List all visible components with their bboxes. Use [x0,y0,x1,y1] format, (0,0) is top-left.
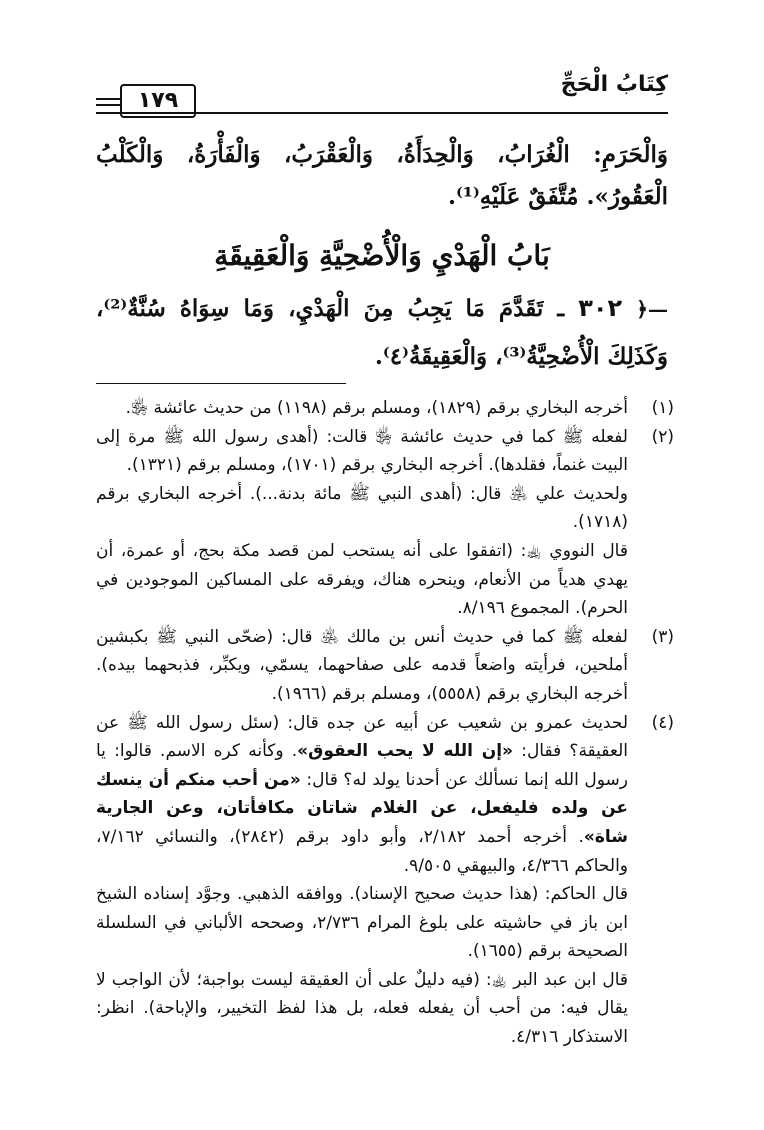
hadith-quote: «إن الله لا يحب العقوق» [297,741,514,762]
footnote-text: لفعله ﷺ كما في حديث أنس بن مالك ﵁ قال: (ضحّى النبي ﷺ بكبشين أملحين، فرأيته واضعاً قدمه على صفاحهما، يسمّي، ويكبِّر، فذبحهما بيده). أخرجه البخاري برقم (٥٥٥٨)، ومسلم برقم (١٩٦٦). [96,626,628,704]
footnote-4 [96,709,674,1052]
entry-302 [96,284,668,381]
footnote-2 [96,423,674,623]
footnote-number: (٢) [651,426,674,447]
header-divider [96,112,668,114]
footnote-3 [96,623,674,709]
footnote-text: قال الحاكم: (هذا حديث صحيح الإسناد). ووافقه الذهبي. وجوَّد إسناده الشيخ ابن باز في حاشيته على بلوغ المرام ٢/٧٣٦، وصححه الألباني في السلسلة الصحيحة برقم (١٦٥٥). [96,884,628,962]
footnote-text: ولحديث علي ﵁ قال: (أهدى النبي ﷺ مائة بدنة...). أخرجه البخاري برقم (١٧١٨). [96,483,628,533]
footnote-number: (٤) [651,712,674,733]
page-number-ornament [96,98,120,106]
footnote-text-run: لحديث عمرو بن شعيب عن أبيه عن جده قال: (سئل رسول الله ﷺ عن العقيقة؟ فقال: [96,712,628,762]
footnotes [96,394,674,1052]
chapter-title: بَابُ الْهَدْيِ وَالْأُضْحِيَّةِ وَالْعَقِيقَةِ [214,239,550,272]
hadith-quote: «من أحب منكم أن ينسك عن ولده فليفعل، عن الغلام شاتان مكافأتان، وعن الجارية شاة» [96,769,628,847]
footnote-text: لفعله ﷺ كما في حديث عائشة ﵂ قالت: (أهدى رسول الله ﷺ مرة إلى البيت غنماً، فقلدها). أخرجه البخاري برقم (١٧٠١)، ومسلم برقم (١٣٢١). [96,426,628,476]
entry-number: ٣٠٢ [578,294,623,322]
main-paragraph: وَالْحَرَمِ: الْغُرَابُ، وَالْحِدَأَةُ، وَالْعَقْرَبُ، وَالْفَأْرَةُ، وَالْكَلْبُ الْعَقُورُ». مُتَّفَقٌ عَلَيْهِ⁽¹⁾. [96,141,668,210]
footnote-1 [96,394,674,423]
book-title: كِتَابُ الْحَجِّ [560,72,668,97]
footnote-number: (١) [651,398,674,418]
page-header [96,66,668,126]
footnote-text-run: . أخرجه أحمد ٢/١٨٢، وأبو داود برقم (٢٨٤٢)، والنسائي ٧/١٦٢، والحاكم ٤/٣٦٦، والبيهقي ٩/٥٠٥. [96,826,628,876]
entry-ornament-icon: —﴿ [636,297,669,321]
main-text [96,134,668,218]
entry-text: ـ تَقَدَّمَ مَا يَجِبُ مِنَ الْهَدْيِ، وَمَا سِوَاهُ سُنَّةٌ⁽²⁾، وَكَذَلِكَ الْأُضْحِيَّةُ⁽³⁾، وَالْعَقِيقَةُ⁽٤⁾. [96,295,668,370]
footnote-text [96,709,628,881]
footnote-divider [96,383,346,384]
footnote-text: قال النووي ﵀: (اتفقوا على أنه يستحب لمن قصد مكة بحج، أو عمرة، أن يهدي هدياً من الأنعام، وينحره هناك، ويفرقه على المساكين الموجودين في الحرم). المجموع ٨/١٩٦. [96,540,628,619]
footnote-text: قال ابن عبد البر ﵀: (فيه دليلٌ على أن العقيقة ليست بواجبة؛ لأن الواجب لا يقال فيه: من أحب أن يفعله فعله، بل هذا لفظ التخيير، والإباحة). انظر: الاستذكار ٤/٣١٦. [96,969,628,1048]
page-number: ١٧٩ [120,84,196,118]
footnote-text-run: . وكأنه كره الاسم. قالوا: يا رسول الله إنما نسألك عن أحدنا يولد له؟ قال: [96,741,628,790]
footnote-text: أخرجه البخاري برقم (١٨٢٩)، ومسلم برقم (١١٩٨) من حديث عائشة ﵂. [125,398,628,418]
footnote-number: (٣) [651,626,674,647]
